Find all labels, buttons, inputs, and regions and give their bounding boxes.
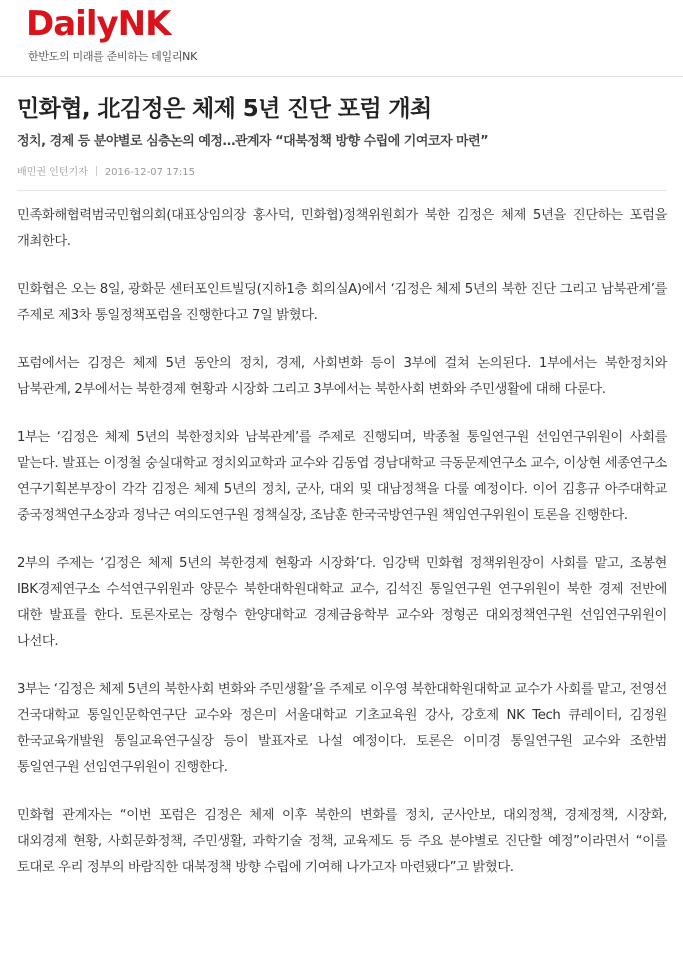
article-paragraph: 1부는 ‘김정은 체제 5년의 북한정치와 남북관계’를 주제로 진행되며, 박종철 통일연구원 선임연구위원이 사회를 맡는다. 발표는 이정철 숭실대학교 정치외교학과 교수와 김동엽 경남대학교 극동문제연구소 교수, 이상현 세종연구소 연구기획본부장이 각각 김정은 체제 5년의 정치, 군사, 대외 및 대남정책을 다룰 예정이다. 이어 김흥규 아주대학교 중국정책연구소장과 정낙근 여의도연구원 정책실장, 조남훈 한국국방연구원 책임연구위원이 토론을 진행한다. bbox=[17, 430, 667, 523]
article-headline: 민화협, 北김정은 체제 5년 진단 포럼 개최 bbox=[17, 96, 432, 122]
dailynk-logo[interactable] bbox=[26, 4, 170, 44]
article-paragraph: 민화협 관계자는 “이번 포럼은 김정은 체제 이후 북한의 변화를 정치, 군사안보, 대외정책, 경제정책, 시장화, 대외경제 현황, 사회문화정책, 주민생활, 과학기술 정책, 교육제도 등 주요 분야별로 진단할 예정”이라면서 “이를 토대로 우리 정부의 바람직한 대북정책 방향 수립에 기여해 나가고자 마련됐다”고 밝혔다. bbox=[17, 808, 667, 875]
article-body bbox=[17, 203, 667, 903]
article-byline bbox=[17, 166, 195, 180]
article-subheadline: 정치, 경제 등 분야별로 심층논의 예정…관계자 “대북정책 방향 수립에 기여코자 마련” bbox=[17, 134, 489, 149]
author-name: 배민권 인턴기자 bbox=[17, 167, 88, 178]
article-paragraph: 3부는 ‘김정은 체제 5년의 북한사회 변화와 주민생활’을 주제로 이우영 북한대학원대학교 교수가 사회를 맡고, 전영선 건국대학교 통일인문학연구단 교수와 정은미 서울대학교 기초교육원 강사, 강호제 NK Tech 큐레이터, 김정원 한국교육개발원 통일교육연구실장 등이 발표자로 나설 예정이다. 토론은 이미경 통일연구원 교수와 조한범 통일연구원 선임연구위원이 진행한다. bbox=[17, 682, 667, 775]
article-paragraph: 2부의 주제는 ‘김정은 체제 5년의 북한경제 현황과 시장화’다. 임강택 민화협 정책위원장이 사회를 맡고, 조봉현 IBK경제연구소 수석연구위원과 양문수 북한대학원대학교 교수, 김석진 통일연구원 연구위원이 북한 경제 전반에 대한 발표를 한다. 토론자로는 장형수 한양대학교 경제금융학부 교수와 정형곤 대외정책연구원 선임연구위원이 나선다. bbox=[17, 556, 667, 649]
article-paragraph: 포럼에서는 김정은 체제 5년 동안의 정치, 경제, 사회변화 등이 3부에 걸쳐 논의된다. 1부에서는 북한정치와 남북관계, 2부에서는 북한경제 현황과 시장화 그리고 3부에서는 북한사회 변화와 주민생활에 대해 다룬다. bbox=[17, 356, 667, 397]
article-paragraph: 민족화해협력범국민협의회(대표상임의장 홍사덕, 민화협)정책위원회가 북한 김정은 체제 5년을 진단하는 포럼을 개최한다. bbox=[17, 208, 667, 249]
site-tagline: 한반도의 미래를 준비하는 데일리NK bbox=[28, 50, 197, 63]
logo-daily-text: Daily bbox=[26, 4, 118, 44]
logo-nk-text: NK bbox=[117, 4, 171, 44]
byline-separator bbox=[96, 166, 97, 176]
header-divider bbox=[0, 76, 683, 77]
byline-divider bbox=[17, 190, 667, 191]
site-header bbox=[0, 0, 683, 78]
publish-datetime: 2016-12-07 17:15 bbox=[104, 167, 195, 178]
article-paragraph: 민화협은 오는 8일, 광화문 센터포인트빌딩(지하1층 회의실A)에서 ‘김정은 체제 5년의 북한 진단 그리고 남북관계’를 주제로 제3차 통일정책포럼을 진행한다고 7일 밝혔다. bbox=[17, 282, 667, 323]
